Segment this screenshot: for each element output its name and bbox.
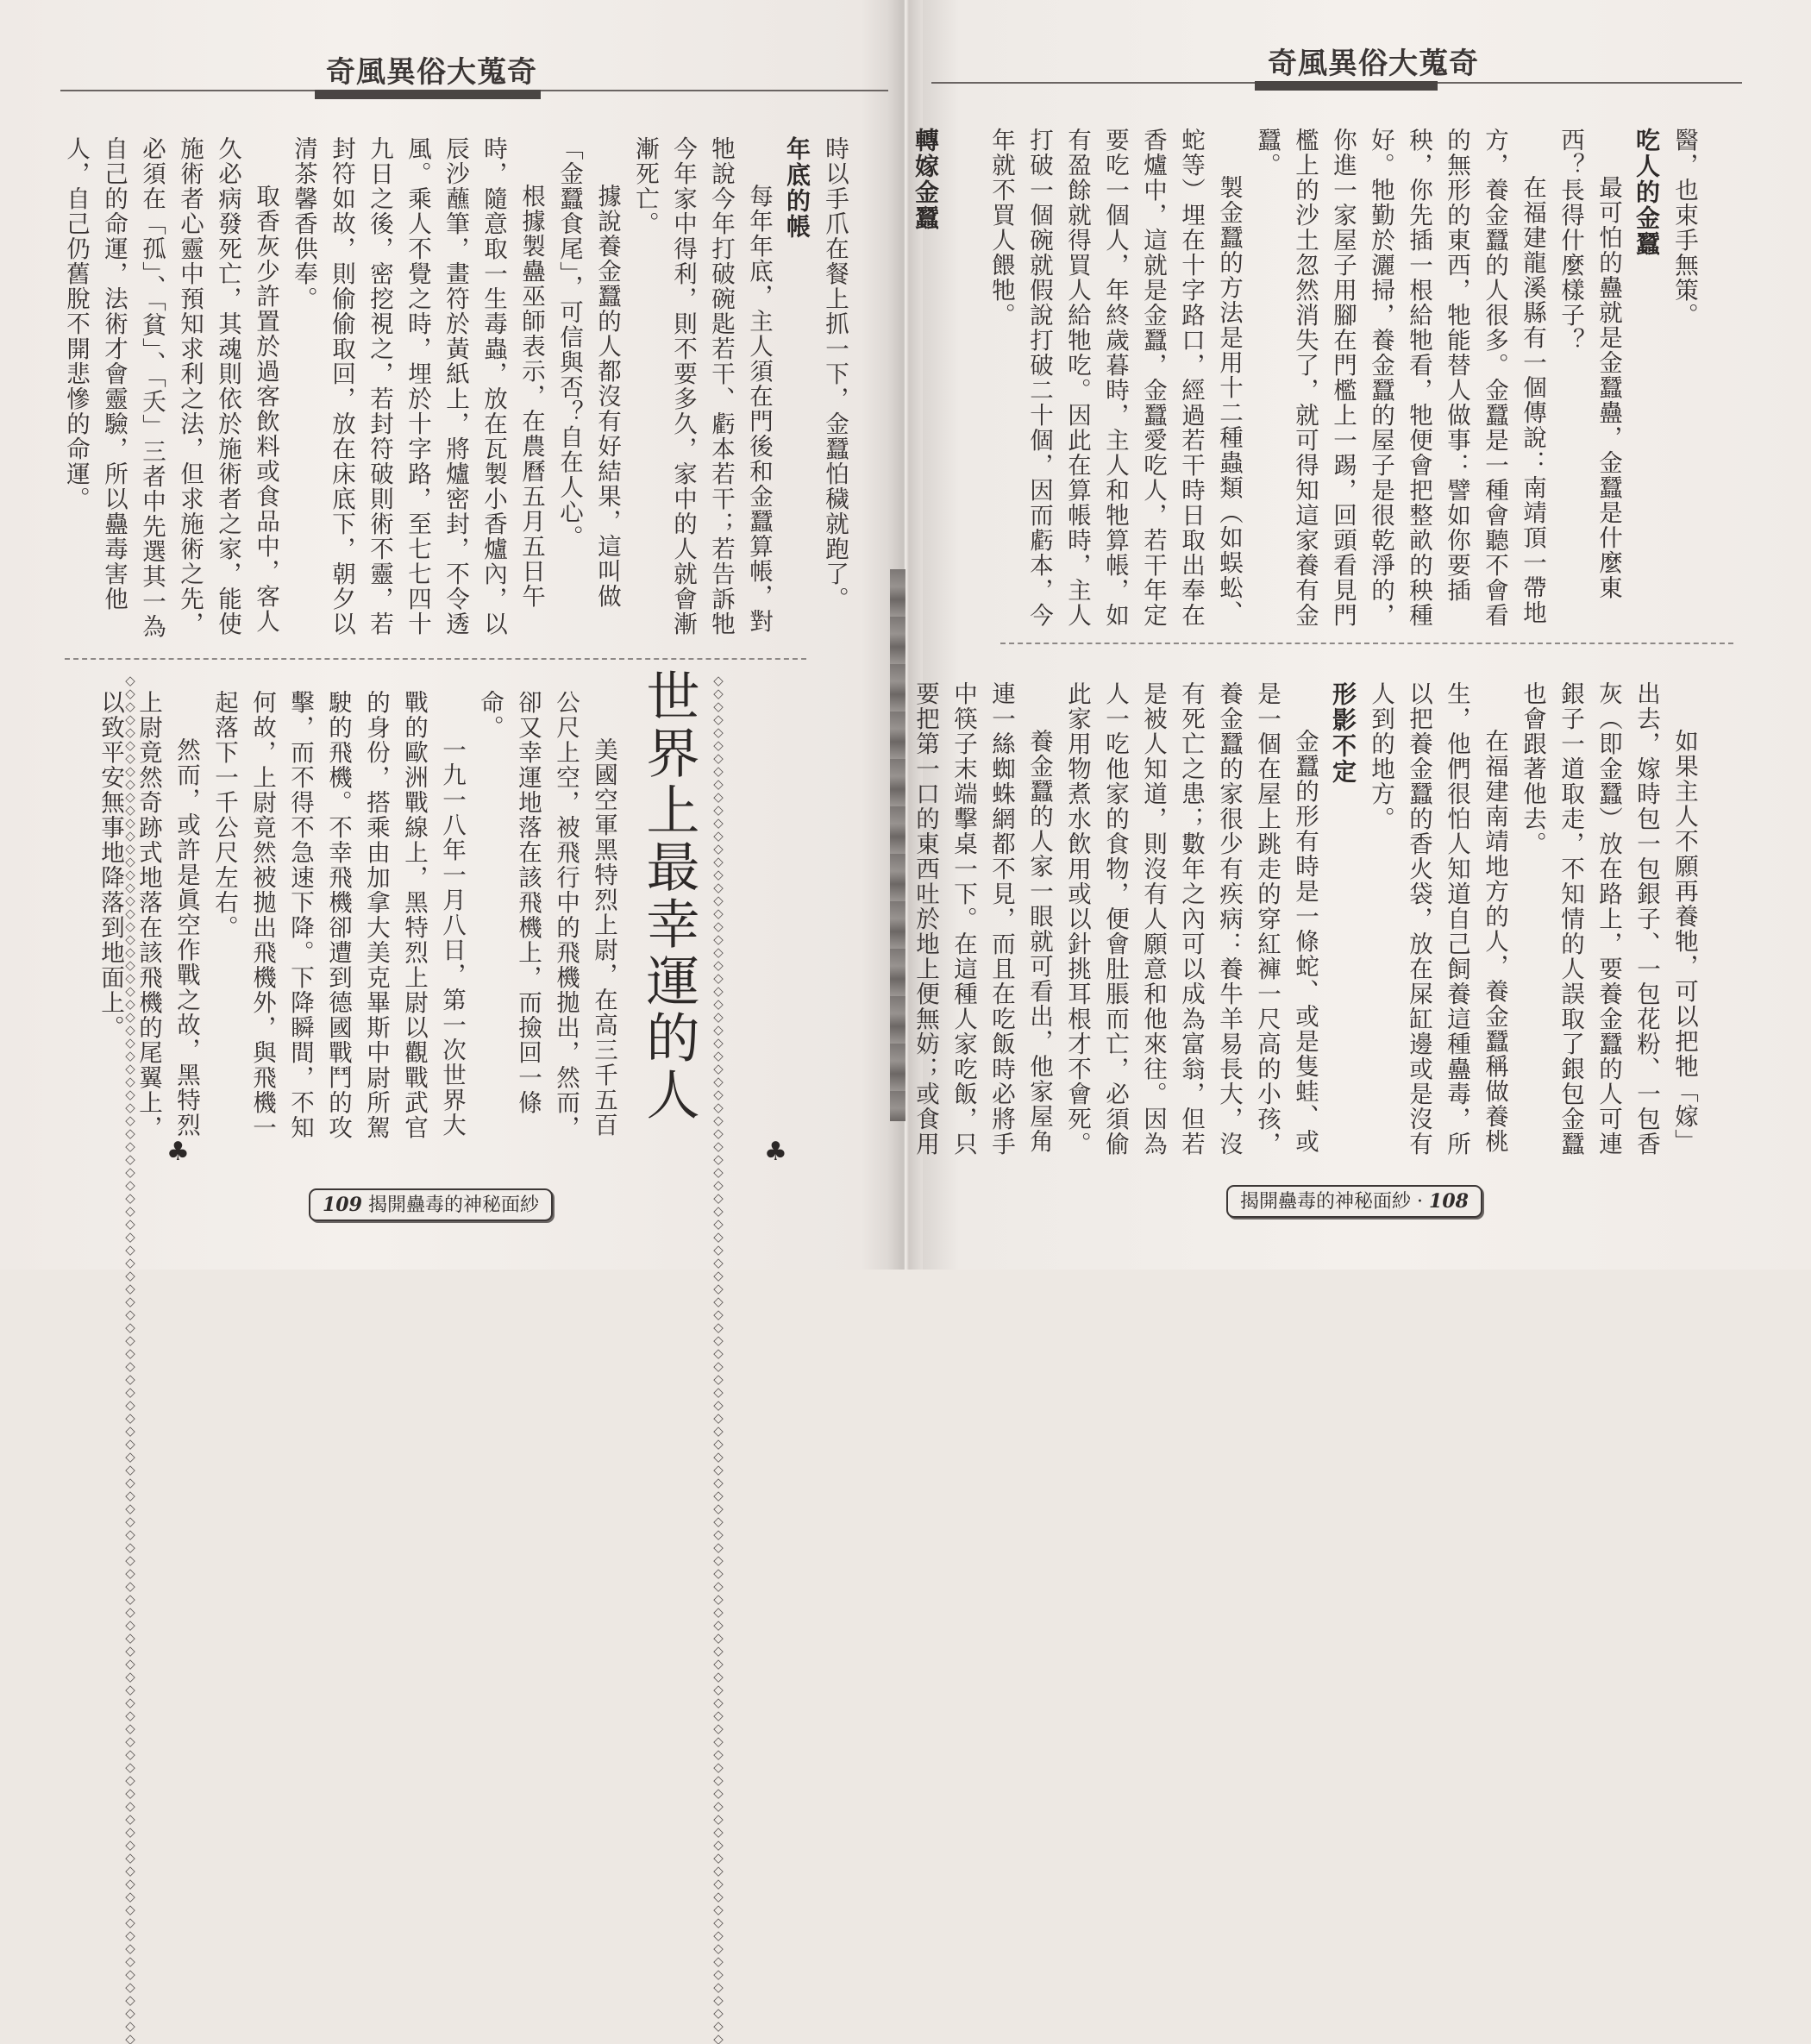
left-section-divider [65,658,806,660]
paragraph: 一九一八年一月八日，第一次世界大戰的歐洲戰線上，黑特烈上尉以觀戰武官的身份，搭乘由加拿大美克畢斯中尉所駕駛的飛機。不幸飛機卻遭到德國戰鬥的攻擊，而不得不急速下降。下降瞬間，不知何故，上尉竟然被拋出飛機外，與飛機一起落下一千公尺左右。 [210,690,466,1140]
paragraph: 養金蠶的人家一眼就可看出，他家屋角連一絲蜘蛛網都不見，而且在吃飯時必將手中筷子末端擊桌一下。在這種人家吃飯，只要把第一口的東西吐於地上便無妨；或食用 [912,681,1053,1157]
paragraph: 在福建南靖地方的人，養金蠶稱做養桃生，他們很怕人知道自己飼養這種蠱毒，所以把養金蠶的香火袋，放在屎缸邊或是沒有人到的地方。 [1367,681,1508,1157]
feature-text [91,690,623,1160]
left-top-text [57,136,854,645]
right-section-divider [1000,643,1733,644]
right-page-footer: 揭開蠱毒的神秘面紗 · 108 [1226,1185,1482,1218]
left-running-title: 奇風異俗大蒐奇 [326,55,537,90]
section-heading-elusive-form: 形影不定 [1329,681,1357,785]
paragraph: 據說養金蠶的人都沒有好結果，這叫做「金蠶食尾」，可信與否？自在人心。 [555,136,621,609]
paragraph: 美國空軍黑特烈上尉，在高三千五百公尺上空，被飛行中的飛機拋出，然而，卻又幸運地落在該飛機上，而撿回一條命。 [476,690,617,1140]
page-number: 108 [1429,1190,1469,1213]
right-running-title: 奇風異俗大蒐奇 [1268,47,1479,81]
left-diamond-border: ◇◇◇◇◇◇◇◇◇◇◇◇◇◇◇◇◇◇◇◇◇◇◇◇◇◇◇◇◇◇◇◇◇◇◇◇◇◇◇◇◇◇◇◇◇◇◇◇◇◇◇◇◇◇◇◇◇◇◇◇◇◇◇◇◇◇◇◇◇◇◇◇◇◇◇◇◇◇◇◇◇◇◇◇◇◇◇◇◇◇◇◇◇◇◇◇◇◇◇◇◇◇◇◇◇◇ [122,673,138,2044]
footer-chapter-title: 揭開蠱毒的神秘面紗 [1240,1191,1412,1213]
paragraph: 最可怕的蠱就是金蠶蠱，金蠶是什麼東西？長得什麼樣子？ [1557,128,1622,600]
section-heading-transfer-gold-silkworm: 轉嫁金蠶 [912,128,940,231]
feature-title: 世界上最幸運的人 [637,668,700,1124]
club-ornament-icon: ♣ [166,1137,190,1167]
right-bottom-text [906,681,1703,1173]
continuation-text: 醫，也束手無策。 [1670,128,1698,328]
right-top-text [906,128,1703,636]
paragraph: 每年年底，主人須在門後和金蠶算帳，對牠說今年打破碗匙若干、虧本若干；若告訴牠今年家中得利，則不要多久，家中的人就會漸漸死亡。 [631,136,773,636]
paragraph: 金蠶的形有時是一條蛇、或是隻蛙、或是一個在屋上跳走的穿紅褲一尺高的小孩，養金蠶的家很少有疾病：養牛羊易長大，沒有死亡之患；數年之內可以成為富翁，但若是被人知道，則沒有人願意和他來往。因為人一吃他家的食物，便會肚脹而亡，必須偷此家用物煮水飲用或以針挑耳根才不會死。 [1063,681,1319,1157]
paragraph: 在福建龍溪縣有一個傳說：南靖頂一帶地方，養金蠶的人很多。金蠶是一種會聽不會看的無形的東西，牠能替人做事：譬如你要插秧，你先插一根給牠看，牠便會把整畝的秧種好。牠勤於灑掃，養金蠶的屋子是很乾淨的，你進一家屋子用腳在門檻上一踢，回頭看見門檻上的沙土忽然消失了，就可得知這家養有金蠶。 [1253,128,1546,628]
left-header-bar [315,90,541,99]
spacer [944,128,982,636]
section-heading-year-end-accounts: 年底的帳 [783,136,812,240]
paragraph: 製金蠶的方法是用十二種蟲類（如蜈蚣、蛇等）埋在十字路口，經過若干時日取出奉在香爐中，這就是金蠶，金蠶愛吃人，若干年定要吃一個人，年終歲暮時，主人和牠算帳，如有盈餘就得買人給牠吃。因此在算帳時，主人打破一個碗就假說打破二十個，因而虧本，今年就不買人餵牠。 [987,128,1243,628]
club-ornament-icon: ♣ [764,1137,787,1167]
right-diamond-border: ◇◇◇◇◇◇◇◇◇◇◇◇◇◇◇◇◇◇◇◇◇◇◇◇◇◇◇◇◇◇◇◇◇◇◇◇◇◇◇◇◇◇◇◇◇◇◇◇◇◇◇◇◇◇◇◇◇◇◇◇◇◇◇◇◇◇◇◇◇◇◇◇◇◇◇◇◇◇◇◇◇◇◇◇◇◇◇◇◇◇◇◇◇◇◇◇◇◇◇◇◇◇◇◇◇◇ [711,673,726,2044]
section-heading-eating-gold-silkworm: 吃人的金蠶 [1632,128,1661,257]
paragraph: 根據製蠱巫師表示，在農曆五月五日午時，隨意取一生毒蟲，放在瓦製小香爐內，以辰沙蘸筆，畫符於黃紙上，將爐密封，不令透風。乘人不覺之時，埋於十字路，至七七四十九日之後，密挖視之，若封符破則術不靈，若封符如故，則偷偷取回，放在床底下，朝夕以清茶馨香供奉。 [290,136,545,636]
footer-chapter-title: 揭開蠱毒的神秘面紗 [367,1194,539,1216]
gutter-edge-shadow [890,569,906,1121]
page-number: 109 [323,1194,362,1216]
right-header-bar [1255,81,1438,91]
paragraph: 如果主人不願再養牠，可以把牠「嫁」出去，嫁時包一包銀子、一包花粉、一包香灰（即金蠶）放在路上，要養金蠶的人可連銀子一道取走，不知情的人誤取了銀包金蠶也會跟著他去。 [1519,681,1698,1157]
left-page-footer [309,1188,553,1221]
paragraph: 取香灰少許置於過客飲料或食品中，客人久必病發死亡，其魂則依於施術者之家，能使施術者心靈中預知求利之法，但求施術之先，必須在「孤」、「貧」、「夭」三者中先選其一為自己的命運，法術才會靈驗，所以蠱毒害他人，自己仍舊脫不開悲慘的命運。 [62,136,279,639]
continuation-text: 時以手爪在餐上抓一下，金蠶怕穢就跑了。 [821,136,849,611]
paragraph: 然而，或許是眞空作戰之故，黑特烈上尉竟然奇跡式地落在該飛機的尾翼上，以致平安無事地降落到地面上。 [97,690,200,1140]
